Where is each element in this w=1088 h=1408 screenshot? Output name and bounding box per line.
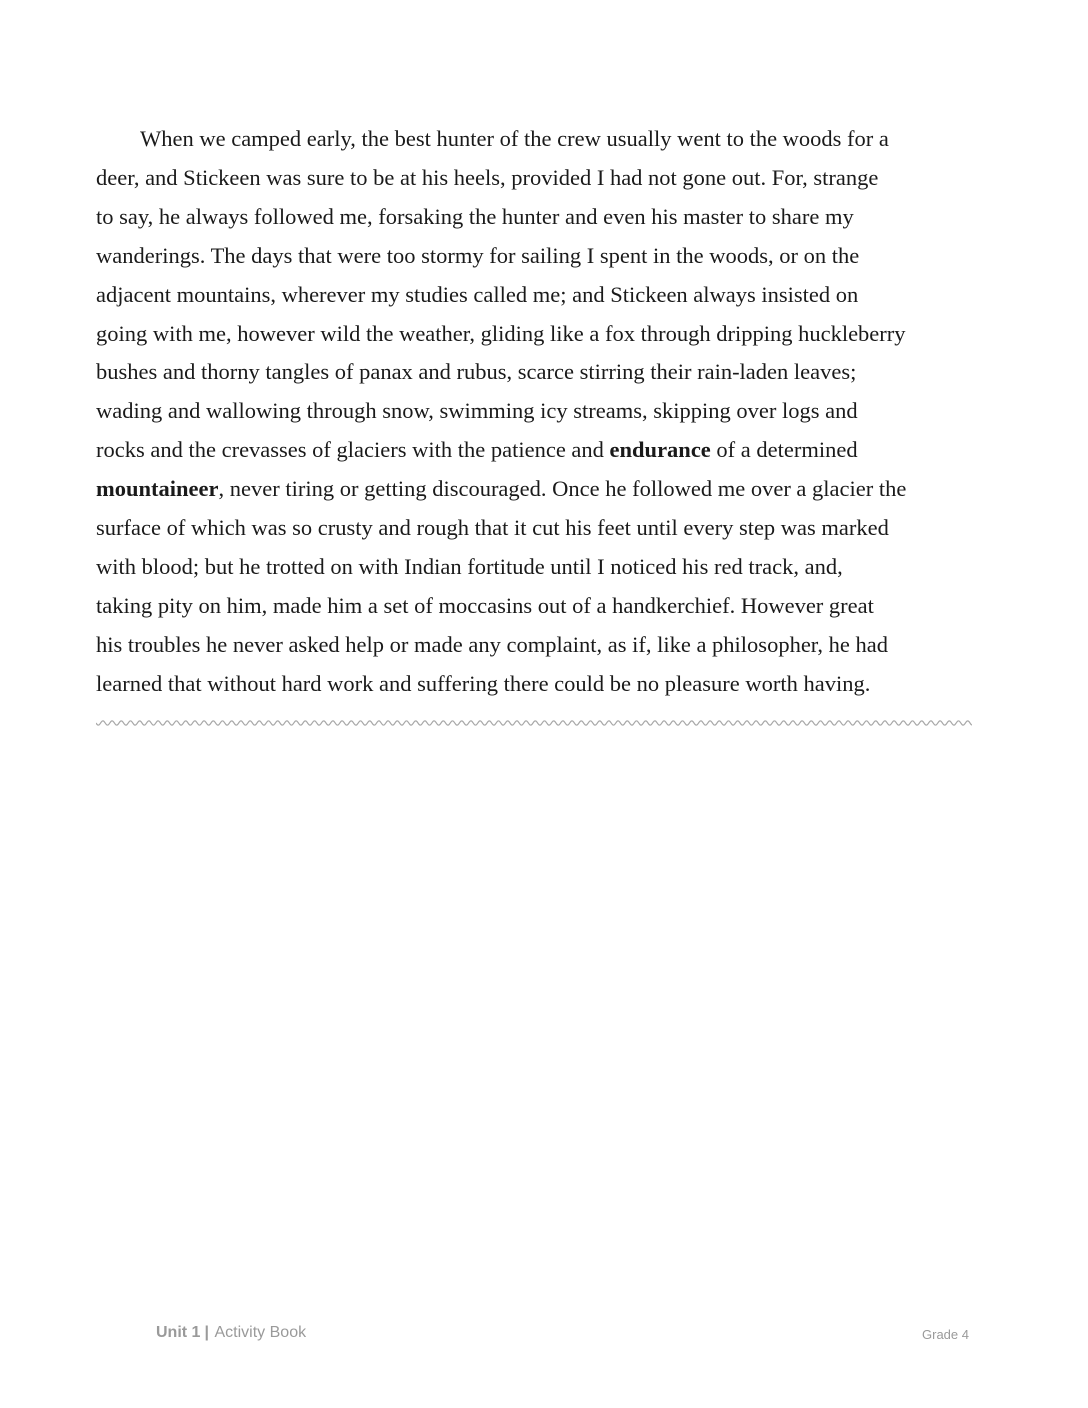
footer-separator: |: [204, 1324, 209, 1341]
wavy-divider: [96, 716, 972, 730]
story-passage: [96, 120, 966, 704]
footer-book: Activity Book: [214, 1324, 307, 1341]
vocab-word-endurance: endurance: [609, 437, 711, 463]
passage-text-2: of a determined: [716, 437, 858, 463]
passage-text-1: When we camped early, the best hunter of the crew usually went to the woods for a deer, and Stickeen was sure to be at his heels, provided I had not gone out. For, strange to say, he always followed me, forsaking the hunter and even his master to share my wanderings. The days that were too stormy for sailing I spent in the woods, or on the adjacent mountains, wherever my studies called me; and Stickeen always insisted on going with me, however wild the weather, gliding like a fox through dripping huckleberry bushes and thorny tangles of panax and rubus, scarce stirring their rain-laden leaves; wading and wallowing through snow, swimming icy streams, skipping over logs and rocks and the crevasses of glaciers with the patience and: [96, 126, 906, 463]
footer-grade: Grade 4: [922, 1327, 969, 1342]
footer-unit: Unit 1: [156, 1324, 201, 1341]
passage-text-3: , never tiring or getting discouraged. Once he followed me over a glacier the surface of which was so crusty and rough that it cut his feet until every step was marked with blood; but he trotted on with Indian fortitude until I noticed his red track, and, taking pity on him, made him a set of moccasins out of a handkerchief. However great his troubles he never asked help or made any complaint, as if, like a philosopher, he had learned that without hard work and suffering there could be no pleasure worth having.: [96, 476, 907, 696]
vocab-word-mountaineer: mountaineer: [96, 476, 219, 502]
footer-unit-label: [156, 1324, 306, 1342]
